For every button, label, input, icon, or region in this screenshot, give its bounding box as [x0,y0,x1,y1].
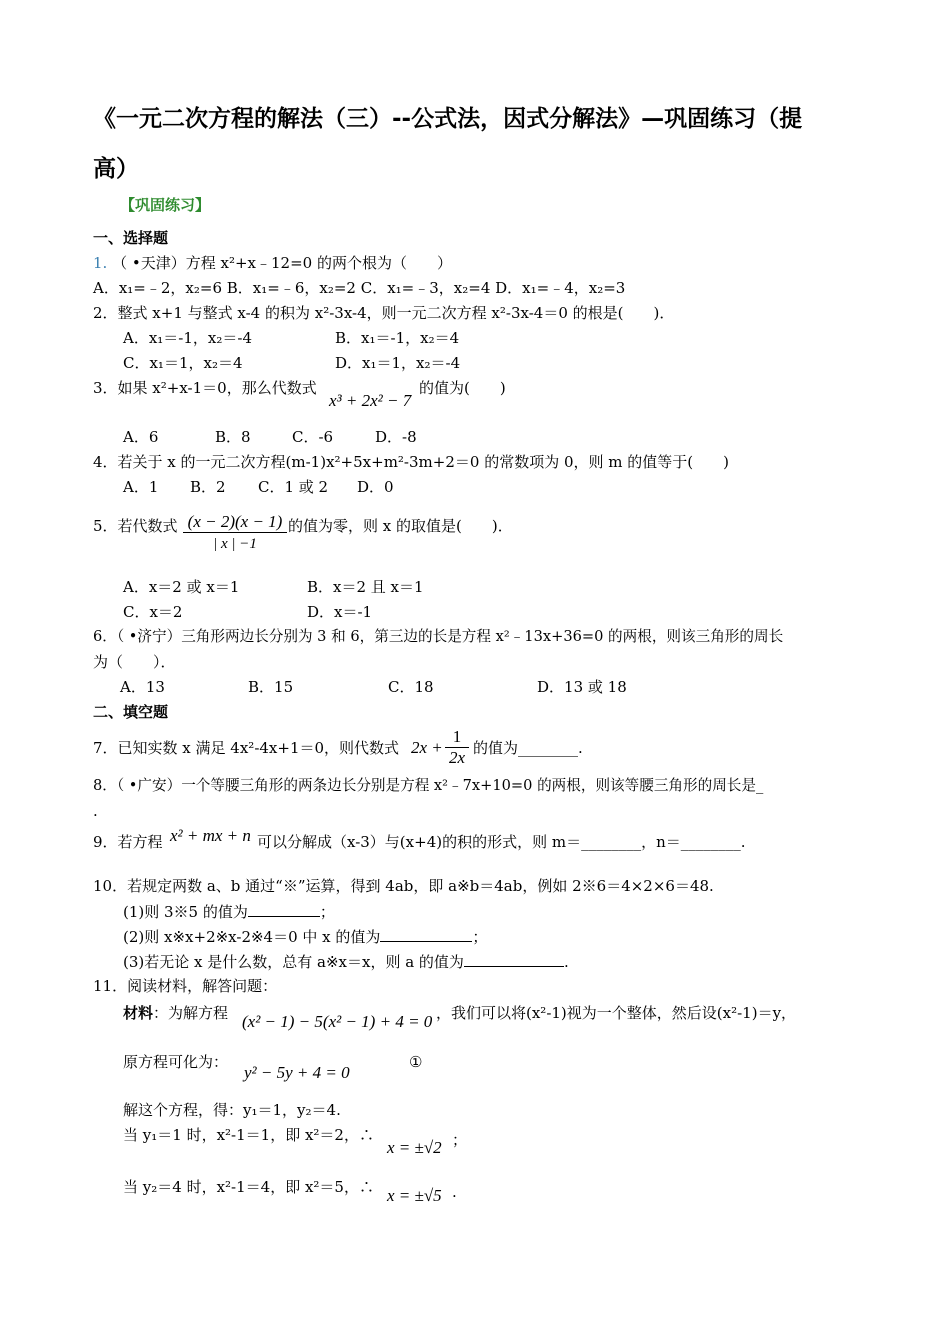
option-c: C．-6 [292,428,334,446]
question-1 [93,254,452,272]
option-c: C．1 或 2 [258,478,329,496]
material-text: ：为解方程 [153,1004,229,1022]
question-9-prefix: 9．若方程 [93,833,163,851]
question-text: （ •天津）方程 x²+x﹣12=0 的两个根为（ ） [112,254,452,272]
question-10-part-2 [123,927,487,946]
math-equation: x = ±√5 [387,1186,442,1205]
question-1-options: A．x₁=﹣2，x₂=6 B．x₁=﹣6，x₂=2 C．x₁=﹣3，x₂=4 D．x₁=﹣4，x₂=3 [93,279,626,297]
section-tag: 【巩固练习】 [120,196,211,214]
option-d: D．0 [357,478,394,496]
answer-blank[interactable] [380,927,472,942]
option-b: B．x＝2 且 x＝1 [307,578,424,596]
question-4: 4．若关于 x 的一元二次方程(m-1)x²+5x+m²-3m+2＝0 的常数项为 0，则 m 的值等于( ) [93,453,729,471]
question-5-suffix: 的值为零，则 x 的取值是( )． [288,517,513,535]
option-b: B．8 [215,428,251,446]
part-heading-fill: 二、填空题 [93,703,169,721]
fraction-denominator: 2x [445,747,469,768]
question-number: 1. [93,254,108,272]
question-2: 2．整式 x+1 与整式 x-4 的积为 x²-3x-4，则一元二次方程 x²-3x-4＝0 的根是( )． [93,304,675,322]
option-b: B．2 [190,478,226,496]
math-expression: x² + mx + n [170,826,251,845]
part-text: (1)则 3※5 的值为 [123,903,248,921]
option-b: B．x₁＝-1，x₂＝4 [335,329,460,347]
fraction-numerator: 1 [452,727,462,746]
page-title-cont: 高） [93,156,139,182]
answer-blank[interactable] [248,902,320,917]
question-5-prefix: 5．若代数式 [93,517,178,535]
question-8: 8．（ •广安）一个等腰三角形的两条边长分别是方程 x²﹣7x+10=0 的两根，则该等腰三角形的周长是_ [93,777,764,794]
material-label: 材料 [123,1004,154,1022]
option-d: D．x₁＝1，x₂＝-4 [335,354,461,372]
question-10-part-1 [123,902,335,921]
question-9-suffix: 可以分解成（x-3）与(x+4)的积的形式，则 m＝________，n＝________. [257,833,746,851]
option-a: A．6 [123,428,159,446]
question-7-prefix: 7．已知实数 x 满足 4x²-4x+1＝0，则代数式 [93,739,400,757]
option-a: A．x₁＝-1，x₂＝-4 [123,329,253,347]
material-text-cont: ，我们可以将(x²-1)视为一个整体，然后设(x²-1)＝y， [436,1004,797,1022]
option-c: C．18 [388,678,434,696]
fraction-numerator: (x − 2)(x − 1) [187,512,283,531]
option-a: A．1 [123,478,159,496]
question-10-part-3 [123,952,569,971]
part-heading-choice: 一、选择题 [93,229,169,247]
fraction [183,512,287,555]
rewrite-text: 原方程可化为： [123,1053,229,1071]
case-1-text: 当 y₁＝1 时，x²-1＝1，即 x²＝2，∴ [123,1126,374,1144]
question-3-prefix: 3．如果 x²+x-1＝0，那么代数式 [93,379,317,397]
case-1-end: ； [452,1131,468,1149]
option-c: C．x＝2 [123,603,183,621]
part-end: ； [472,928,488,946]
math-expression: x³ + 2x² − 7 [329,391,412,410]
question-11: 11．阅读材料，解答问题： [93,977,278,995]
question-7-suffix: 的值为________. [473,739,583,757]
question-6: 6．（ •济宁）三角形两边长分别为 3 和 6，第三边的长是方程 x²﹣13x+36=0 的两根，则该三角形的周长 [93,628,784,645]
math-equation: (x² − 1) − 5(x² − 1) + 4 = 0 [242,1012,433,1031]
solve-text: 解这个方程，得：y₁＝1，y₂＝4. [123,1101,341,1119]
question-10: 10．若规定两数 a、b 通过“※”运算，得到 4ab，即 a※b＝4ab，例如 2※6＝4×2×6＝48. [93,877,714,895]
math-equation: x = ±√2 [387,1138,442,1157]
question-3-suffix: 的值为( ) [419,379,506,397]
option-d: D．13 或 18 [537,678,627,696]
math-expression: 2x + [411,738,443,757]
part-end: . [563,953,569,971]
case-2-end: . [452,1183,457,1201]
math-equation: y² − 5y + 4 = 0 [244,1063,350,1082]
option-a: A．x＝2 或 x＝1 [123,578,240,596]
part-text: (2)则 x※x+2※x-2※4＝0 中 x 的值为 [123,928,381,946]
option-d: D．-8 [375,428,417,446]
option-a: A．13 [120,678,165,696]
option-c: C．x₁＝1，x₂＝4 [123,354,243,372]
part-end: ； [319,903,335,921]
material-line [123,1004,228,1022]
circle-mark: ① [409,1053,423,1071]
case-2-text: 当 y₂＝4 时，x²-1＝4，即 x²＝5，∴ [123,1178,374,1196]
question-6-cont: 为（ ）． [93,653,176,671]
fraction-denominator: | x | −1 [183,532,287,555]
question-8-cont: . [93,802,98,820]
part-text: (3)若无论 x 是什么数，总有 a※x＝x，则 a 的值为 [123,953,464,971]
fraction [445,727,469,768]
answer-blank[interactable] [464,952,564,967]
page-title: 《一元二次方程的解法（三）--公式法，因式分解法》—巩固练习（提 [93,106,803,132]
option-d: D．x＝-1 [307,603,373,621]
option-b: B．15 [248,678,294,696]
